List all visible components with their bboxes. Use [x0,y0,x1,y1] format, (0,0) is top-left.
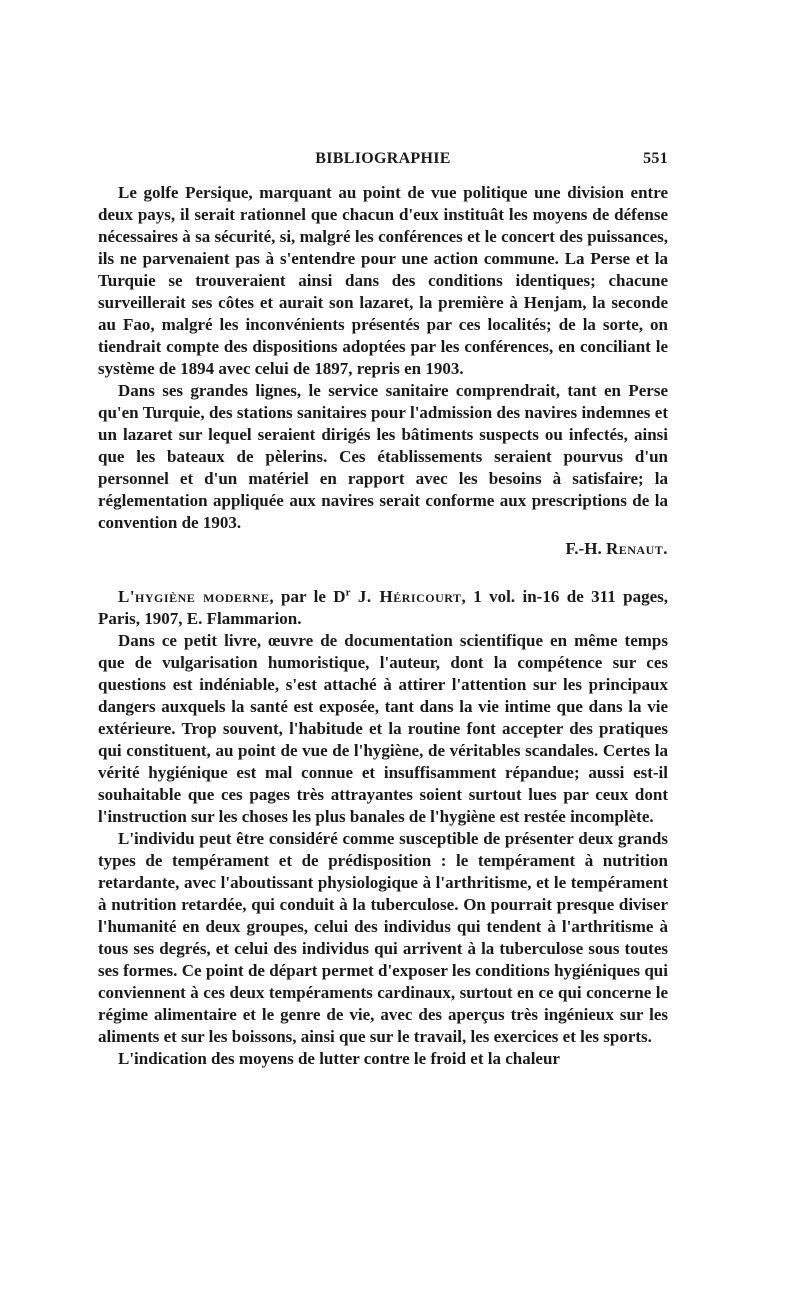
signature-name: Renaut. [605,539,668,558]
author-sup: r [345,586,351,599]
paragraph: Dans ses grandes lignes, le service sanitaire comprendrait, tant en Perse qu'en Turquie, des stations sanitaires pour l'admission des navires indemnes et un lazaret sur lequel seraient dirigés les bâtiments suspects ou infectés, ainsi que les bateaux de pèlerins. Ces établissements seraient pourvus d'un personnel et d'un matériel en rapport avec les besoins à satisfaire; la réglementation appliquée aux navires serait conforme aux prescriptions de la convention de 1903. [98,381,668,532]
paragraph: Le golfe Persique, marquant au point de vue politique une division entre deux pays, il serait rationnel que chacun d'eux instituât les moyens de défense nécessaires à sa sécurité, si, malgré les conférences et le concert des puissances, ils ne parvenaient pas à s'entendre pour une action commune. La Perse et la Turquie se trouveraient ainsi dans des conditions identiques; chacune surveillerait ses côtes et aurait son lazaret, la première à Henjam, la seconde au Fao, malgré les inconvénients présentés par ces localités; de la sorte, on tiendrait compte des dispositions adoptées par les conférences, en conciliant le système de 1894 avec celui de 1897, repris en 1903. [98,183,668,378]
author-signature [98,538,668,560]
author-prefix: , par le D [269,587,346,606]
running-head [98,150,668,174]
signature-initials: F.-H. [565,539,602,558]
review-heading [98,586,668,630]
book-author: J. Héricourt [357,587,462,606]
section-persian-gulf [98,182,668,560]
document-page [98,150,668,1070]
publication-info: , 1 vol. in-16 de 311 pages, Paris, 1907, E. Flammarion. [98,587,669,628]
paragraph: L'indication des moyens de lutter contre le froid et la chaleur [118,1049,560,1068]
book-title: L'hygiène moderne [118,587,270,606]
paragraph: Dans ce petit livre, œuvre de documentation scientifique en même temps que de vulgarisation humoristique, l'auteur, dont la compétence sur ces questions est indéniable, s'est attaché à attirer l'attention sur les principaux dangers auxquels la santé est exposée, tant dans la vie intime que dans la vie extérieure. Trop souvent, l'habitude et la routine font accepter des pratiques qui constituent, au point de vue de l'hygiène, de véritables scandales. Certes la vérité hygiénique est mal connue et insuffisamment répandue; aussi est-il souhaitable que ces pages très attrayantes soient surtout lues par ceux dont l'instruction sur les choses les plus banales de l'hygiène est restée incomplète. [98,631,668,826]
page-number: 551 [643,150,668,167]
paragraph: L'individu peut être considéré comme susceptible de présenter deux grands types de tempérament et de prédisposition : le tempérament à nutrition retardante, avec l'aboutissant physiologique à l'arthritisme, et le tempérament à nutrition retardée, qui conduit à la tuberculose. On pourrait presque diviser l'humanité en deux groupes, celui des individus qui tendent à l'arthritisme à tous ses degrés, et celui des individus qui arrivent à la tuberculose sous toutes ses formes. Ce point de départ permet d'exposer les conditions hygiéniques qui conviennent à ces deux tempéraments cardinaux, surtout en ce qui concerne le régime alimentaire et le genre de vie, avec des aperçus très ingénieux sur les aliments et sur les boissons, ainsi que sur le travail, les exercices et les sports. [98,829,668,1046]
running-title: BIBLIOGRAPHIE [315,150,451,167]
section-hygiene-review [98,586,668,1070]
